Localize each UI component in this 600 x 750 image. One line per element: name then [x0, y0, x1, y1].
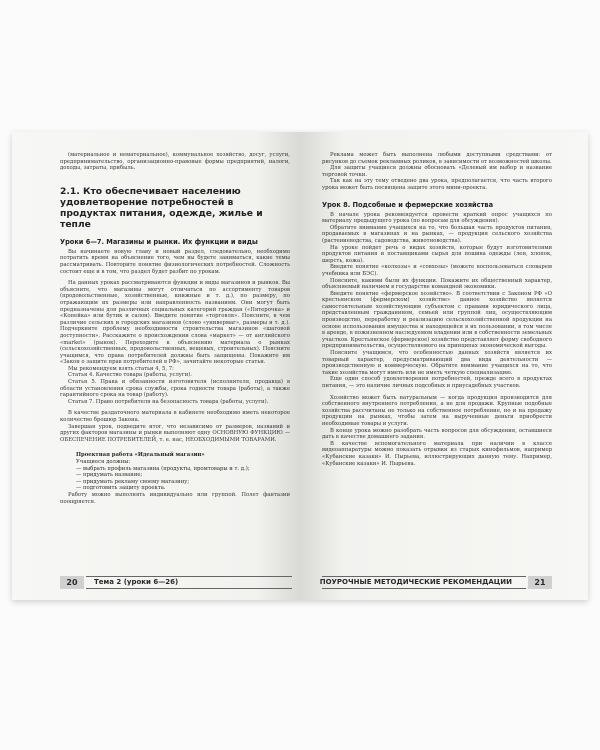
body-paragraph: Введите понятие «фермерское хозяйство». В соответствии с Законом РФ «О крестьянском (фермерском) хозяйстве» данное хозяйство является самостоятельным хозяйствующим субъектом с правами юридического лица, представленным гражданином, семьей или группой лиц, осуществляющим производство, переработку и реализацию сельскохозяйственной продукции на основе использования имущества и находящейся в их пользовании, в том числе в аренде, в пожизненном наследуемом владении или в собственности земельных участков. Крестьянское (фермерское) хозяйство представляет форму свободного предпринимательства, осуществляемого на принципах экономической выгоды.: [322, 290, 552, 350]
body-paragraph: Поясните учащимся, что особенностью данных хозяйств является их товарный характер, предусматривающий два вида деятельности — производственную и коммерческую. Обратите внимание учащихся на то, что такие хозяйства могут иметь или не иметь четкую специализацию.: [322, 350, 552, 376]
list-item: — выбрать профиль магазина (продукты, промтовары и т. д.);: [76, 465, 250, 472]
body-paragraph: В качестве вспомогательного материала при наличии в классе видеоаппаратуры можно показать отрывки из старых кинофильмов, например «Кубанские казаки» И. Пырьева, иллюстрирующих данную тему. Например, «Кубанские казаки» И. Пырьева.: [322, 440, 552, 467]
body-paragraph: Поясните, какими были их функции. Покажите их общественный характер, объясняемый наличием в государстве командной экономики.: [322, 277, 552, 291]
law-article: Статья 5. Права и обязанности изготовителя (исполнителя, продавца) в области установления срока службы, срока годности товара (работы), а также гарантийного срока на товар (работу).: [60, 379, 290, 399]
running-head: ПОУРОЧНЫЕ МЕТОДИЧЕСКИЕ РЕКОМЕНДАЦИИ: [319, 578, 512, 586]
intro-paragraph: (материальное и нематериальное), коммунальное хозяйство, досуг, услуги, предпринимательство, организационно-правовые формы предприятий, налоги, доходы, затраты, прибыль.: [60, 152, 290, 172]
law-article: Статья 4. Качество товара (работы, услуги).: [68, 372, 192, 379]
list-item: — подготовить защиту проекта.: [76, 485, 166, 492]
left-page: [12, 132, 300, 600]
list-item: — придумать название;: [76, 472, 143, 479]
body-paragraph: Мы рекомендуем взять статьи 4, 5, 7:: [68, 365, 174, 372]
right-page: [300, 132, 588, 600]
lesson-heading: Уроки 6—7. Магазины и рынки. Их функции и виды: [60, 237, 258, 246]
project-outro: Работу можно выполнять индивидуально или группой. Полет фантазии поощряется.: [60, 491, 290, 505]
body-paragraph: Так как на эту тему отведено два урока, предполагается, что часть второго урока может быть посвящена защите этого мини-проекта.: [322, 178, 552, 191]
body-paragraph: Реклама может быть выполнена любыми доступными средствами: от рисунков до съемок рекламных роликов, в зависимости от возможностей школы.: [322, 152, 552, 165]
left-page-content: [60, 152, 290, 505]
running-head: Тема 2 (уроки 6—26): [94, 578, 179, 586]
page-number: 21: [528, 576, 552, 589]
body-paragraph: Для защиты учащиеся должны обосновать «Делевый им выбор и название торговой точки.: [322, 165, 552, 178]
body-paragraph: Завершая урок, подведите итог, что независимо от размеров, названий и других факторов магазины и рынки выполняют одну ОСНОВНУЮ ФУНКЦИЮ — ОБЕСПЕЧЕНИЕ ПОТРЕБИТЕЛЕЙ, т. е. нас, НЕОБХОДИМЫМИ ТОВАРАМИ.: [60, 423, 290, 443]
body-paragraph: В качестве раздаточного материала в кабинете необходимо иметь некоторое количество брошюр Закона.: [60, 410, 290, 424]
body-paragraph: На данных уроках рассматриваются функции и виды магазинов и рынков. Вы объясните, что магазины могут отличаться по ассортименту товаров (продовольственные, хозяйственные, книжные и т. д.), по размеру, по отражающим их размеры или направленность названиям. Они могут быть предназначены для различных социальных категорий граждан («Пятерочка» и «Копейка» или бутик и салон). Введите понятие «торговля». Поясните, в чем различие сельских и городских магазинов (слово «универмаг», размеры и т. д.). Подчеркните проблему необходимости строительства магазинов «шаговой доступности». Расскажите о происхождении слова «маркет» — от английского «market» (рынок). Переходите к объяснению материала о рынках (сельскохозяйственных, продовольственных, вещевых, строительных). Поясните учащимся, что права потребителей должны быть защищены. Покажите им «Закон о защите прав потребителей в РФ», зачитайте некоторые статьи.: [60, 280, 290, 366]
body-paragraph: В конце урока можно разобрать часть вопросов для обсуждения, оставшиеся дать в качестве домашнего задания.: [322, 427, 552, 441]
lesson-heading: Урок 8. Подсобные и фермерские хозяйства: [322, 200, 494, 209]
list-item: — придумать рекламу своему магазину;: [76, 478, 190, 485]
body-paragraph: В начале урока рекомендуется провести краткий опрос учащихся по материалу предыдущего урока (по вопросам для обсуждения).: [322, 211, 552, 225]
left-footer: [60, 576, 292, 589]
section-heading: 2.1. Кто обеспечивает населению удовлетворение потребностей в продуктах питания, одежде, жилье и тепле: [60, 185, 263, 230]
body-paragraph: Хозяйство может быть натуральным — когда продукция производится для собственного внутреннего потребления, а не для продажи. Крупные подобные хозяйства рассчитаны не только на собственное потребление, но и на продажу продукции на рынках, чтобы затем на вырученные деньги приобрести необходимые товары и услуги.: [322, 394, 552, 427]
body-paragraph: Введите понятие «колхозы» и «совхозы» (можете воспользоваться словарем учебника или БЭС).: [322, 264, 552, 277]
body-paragraph: На уроке пойдет речь о видах хозяйств, которые будут изготовителями продуктов питания и поставщиками сырья для пошива одежды (лен, хлопок, шерсть, кожа).: [322, 244, 552, 264]
right-footer: [319, 576, 552, 589]
open-book: [12, 132, 588, 600]
body-paragraph: Вы начинаете новую главу и новый раздел, следовательно, необходимо потратить время на объяснение того, чем вы будете заниматься, какие темы рассматривать. Повторите понятие физиологических потребностей. Сложность состоит еще и в том, что раздел будет разбит по урокам.: [60, 248, 290, 275]
project-intro: Учащиеся должны:: [76, 459, 131, 465]
right-page-content: [322, 152, 552, 467]
body-paragraph: Обратите внимание учащихся на то, что большая часть продуктов питания, продаваемых в магазинах и на рынках, — продукция сельского хозяйства (растениеводства, садоводства, животноводства).: [322, 224, 552, 244]
body-paragraph: Еще один способ удовлетворения потребностей, прежде всего в продуктах питания, — это наличие личных подсобных и приусадебных участков.: [322, 376, 552, 389]
law-article: Статья 7. Право потребителя на безопасность товара (работы, услуги).: [68, 398, 269, 405]
project-heading: Проектная работа «Идеальный магазин»: [76, 452, 205, 459]
page-number: 20: [60, 576, 84, 589]
